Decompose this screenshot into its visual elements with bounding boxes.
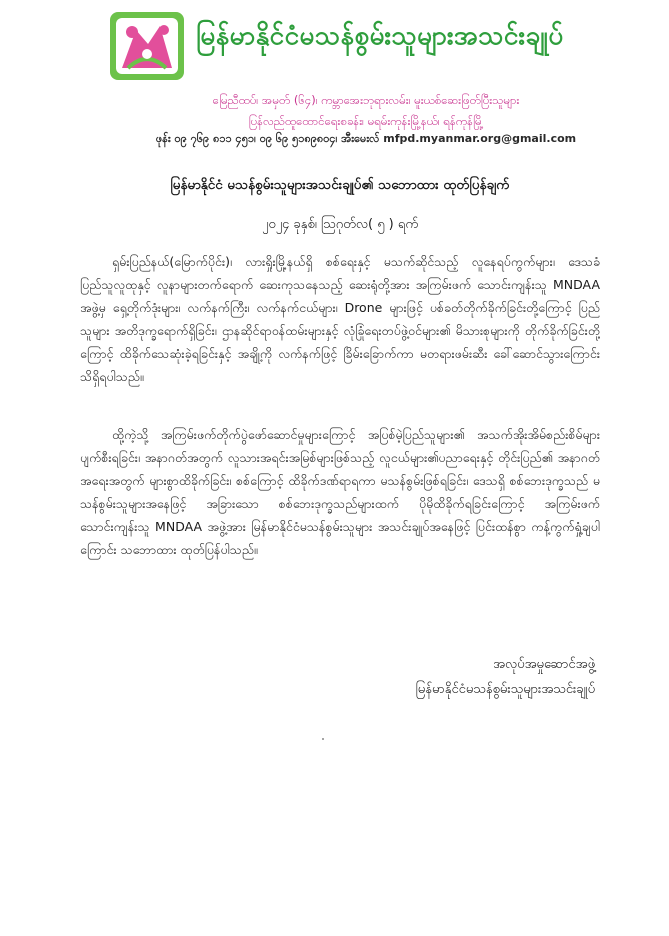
address-line-1: မြေညီထပ်၊ အမှတ် (၆၄)၊ ကမ္ဘာအေးဘုရားလမ်း၊ မူးယစ်ဆေးဖြတ်ပြီးသူများ — [212, 93, 520, 107]
signature-line-1: အလုပ်အမှုဆောင်အဖွဲ့ — [493, 657, 595, 672]
address-block — [96, 90, 636, 132]
signature-block — [315, 652, 595, 702]
org-name: မြန်မာနိုင်ငံမသန်စွမ်းသူများအသင်းချုပ် — [196, 21, 564, 51]
address-line-2: ပြန်လည်ထူထောင်ရေးစခန်း၊ မရမ်းကုန်းမြို့နယ်၊ ရန်ကုန်မြို့ — [248, 114, 484, 128]
document-title: မြန်မာနိုင်ငံ မသန်စွမ်းသူများအသင်းချုပ်၏ သဘောထား ထုတ်ပြန်ချက် — [170, 177, 510, 193]
document-date: ၂၀၂၄ ခုနှစ်၊ ဩဂုတ်လ( ၅ ) ရက် — [261, 217, 419, 232]
org-logo — [108, 10, 186, 82]
contact-line: ဖုန်း ၀၉ ၇၆၉ ၈၁၁ ၄၅၁၊ ၀၉ ၆၉ ၅၁၈၉၈၀၄၊ အီးမေးလ် mfpd.myanmar.org@gmail.com — [155, 132, 577, 145]
signature-line-2: မြန်မာနိုင်ငံမသန်စွမ်းသူများအသင်းချုပ် — [415, 682, 595, 697]
paragraph-2: ထို့ကဲ့သို့ အကြမ်းဖက်တိုက်ပွဲဖော်ဆောင်မှုများကြောင့် အပြစ်မဲ့ပြည်သူများ၏ အသက်အိုးအိမ်စည်းစိမ်များ ပျက်စီးရခြင်း၊ အနာဂတ်အတွက် လူသားအရင်းအမြစ်များဖြစ်သည့် လူငယ်များ၏ပညာရေးနှင့် တိုင်းပြည်၏ အနာဂတ်အရေးအတွက် များစွာထိခိုက်ခြင်း၊ စစ်ကြောင့် ထိခိုက်ဒဏ်ရာရကာ မသန်စွမ်းဖြစ်ရခြင်း၊ ဒေသရှိ စစ်ဘေးဒုက္ခသည် မသန်စွမ်းသူများအနေဖြင့် အခြားသော စစ်ဘေးဒုက္ခသည်များထက် ပိုမိုထိခိုက်ရခြင်းကြောင့် အကြမ်းဖက် သောင်းကျန်းသူ MNDAA အဖွဲ့အား မြန်မာနိုင်ငံမသန်စွမ်းသူများ အသင်းချုပ်အနေဖြင့် ပြင်းထန်စွာ ကန့်ကွက်ရှုံ့ချပါကြောင်း သဘောထား ထုတ်ပြန်ပါသည်။ — [80, 427, 600, 557]
paragraph-1: ရှမ်းပြည်နယ်(မြောက်ပိုင်း)၊ လားရှိုးမြို့နယ်ရှိ စစ်ရေးနှင့် မသက်ဆိုင်သည့် လူနေရပ်ကွက်များ၊ ဒေသခံပြည်သူလူထုနှင့် လူနာများတက်ရောက် ဆေးကုသနေသည့် ဆေးရုံတို့အား အကြမ်းဖက် သောင်းကျန်းသူ MNDAA အဖွဲ့မှ ရှေ့တိုက်ဒုံးများ၊ လက်နက်ကြီး၊ လက်နက်ငယ်များ၊ Drone များဖြင့် ပစ်ခတ်တိုက်ခိုက်ခြင်းတို့ကြောင့် ပြည်သူများ အတိဒုက္ခရောက်ရှိခြင်း၊ ဌာနဆိုင်ရာဝန်ထမ်းများနှင့် လုံခြုံရေးတပ်ဖွဲ့ဝင်များ၏ မိသားစုများကို တိုက်ခိုက်ခြင်းတို့ကြောင့် ထိခိုက်သေဆုံးခဲ့ရခြင်းနှင့် အချို့ကို လက်နက်ဖြင့် ခြိမ်းခြောက်ကာ မတရားဖမ်းဆီး ခေါ်ဆောင်သွားကြောင်း သိရှိရပါသည်။ — [80, 254, 600, 384]
stray-dot — [322, 738, 324, 740]
